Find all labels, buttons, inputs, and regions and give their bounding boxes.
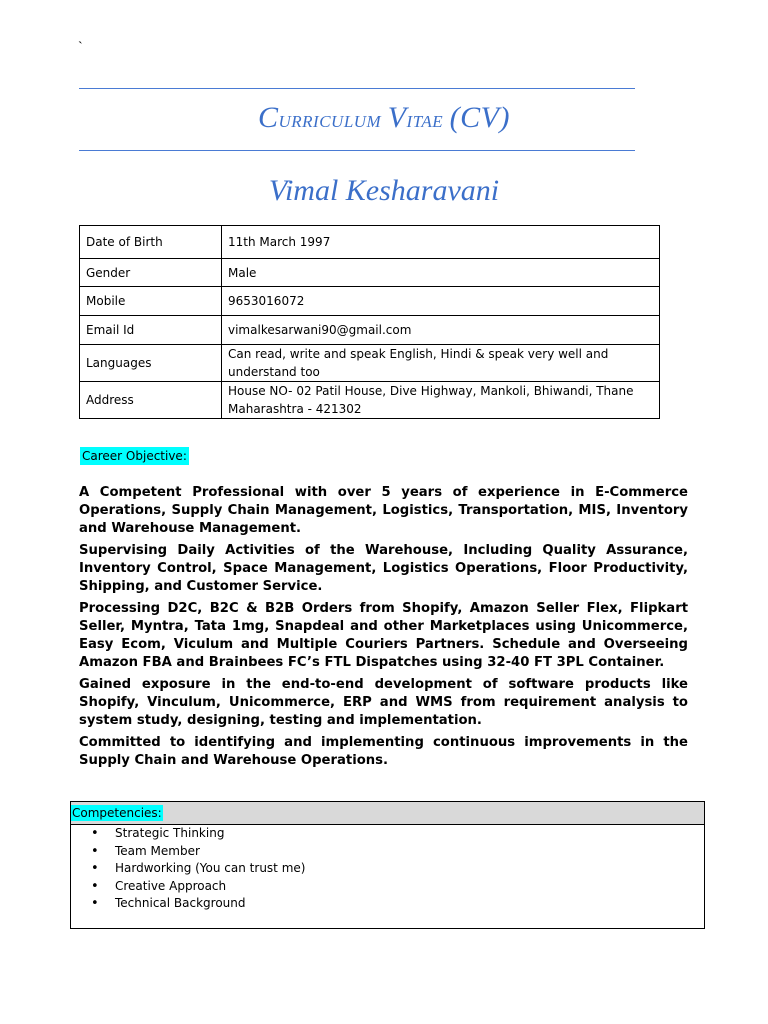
competencies-list	[71, 825, 704, 913]
objective-paragraph: Gained exposure in the end-to-end development of software products like Shopify, Vinculum, Unicommerce, ERP and WMS from requirement analysis to system study, designing, testing and implementation.	[79, 677, 688, 728]
career-objective-heading: Career Objective:	[82, 449, 187, 463]
objective-paragraph: A Competent Professional with over 5 years of experience in E-Commerce Operations, Supply Chain Management, Logistics, Transportation, MIS, Inventory and Warehouse Management.	[79, 485, 688, 536]
stray-mark: `	[78, 40, 83, 55]
table-row	[80, 287, 660, 316]
objective-paragraph: Committed to identifying and implementing continuous improvements in the Supply Chain and Warehouse Operations.	[79, 735, 688, 768]
candidate-name: Vimal Kesharavani	[268, 174, 500, 207]
table-row	[80, 259, 660, 287]
info-value: House NO- 02 Patil House, Dive Highway, Mankoli, Bhiwandi, Thane Maharashtra - 421302	[222, 382, 660, 419]
title-part: itae	[406, 107, 450, 133]
list-item: • Strategic Thinking	[115, 825, 704, 843]
info-label: Gender	[80, 259, 222, 287]
info-label: Date of Birth	[80, 226, 222, 259]
title-part: V	[387, 101, 407, 134]
info-value: Male	[222, 259, 660, 287]
info-value: 11th March 1997	[222, 226, 660, 259]
table-row	[80, 345, 660, 382]
table-row	[80, 316, 660, 345]
info-label: Mobile	[80, 287, 222, 316]
competencies-header	[71, 802, 704, 825]
competencies-heading: Competencies:	[72, 806, 162, 820]
info-label: Languages	[80, 345, 222, 382]
table-row	[80, 382, 660, 419]
table-row	[80, 226, 660, 259]
info-value: 9653016072	[222, 287, 660, 316]
info-value: Can read, write and speak English, Hindi & speak very well and understand too	[222, 345, 660, 382]
list-item: • Team Member	[115, 843, 704, 861]
info-value: vimalkesarwani90@gmail.com	[222, 316, 660, 345]
objective-paragraph: Supervising Daily Activities of the Warehouse, Including Quality Assurance, Inventory Control, Space Management, Logistics Operations, Floor Productivity, Shipping, and Customer Service.	[79, 543, 688, 594]
info-label: Address	[80, 382, 222, 419]
title-part: C	[257, 101, 279, 134]
objective-paragraph: Processing D2C, B2C & B2B Orders from Shopify, Amazon Seller Flex, Flipkart Seller, Myntra, Tata 1mg, Snapdeal and other Marketplaces using Unicommerce, Easy Ecom, Viculum and Multiple Couriers Partners. Schedule and Overseeing Amazon FBA and Brainbees FC’s FTL Dispatches using 32-40 FT 3PL Container.	[79, 601, 688, 670]
title-part: (CV)	[449, 101, 510, 134]
title-part: urriculum	[278, 107, 388, 133]
list-item: • Hardworking (You can trust me)	[115, 860, 704, 878]
title-bottom-rule	[79, 150, 635, 151]
list-item: • Creative Approach	[115, 878, 704, 896]
info-label: Email Id	[80, 316, 222, 345]
document-title	[0, 101, 768, 135]
competencies-box	[70, 801, 705, 929]
title-top-rule	[79, 88, 635, 89]
career-objective-body	[79, 484, 688, 774]
personal-info-table	[79, 225, 660, 419]
list-item: • Technical Background	[115, 895, 704, 913]
